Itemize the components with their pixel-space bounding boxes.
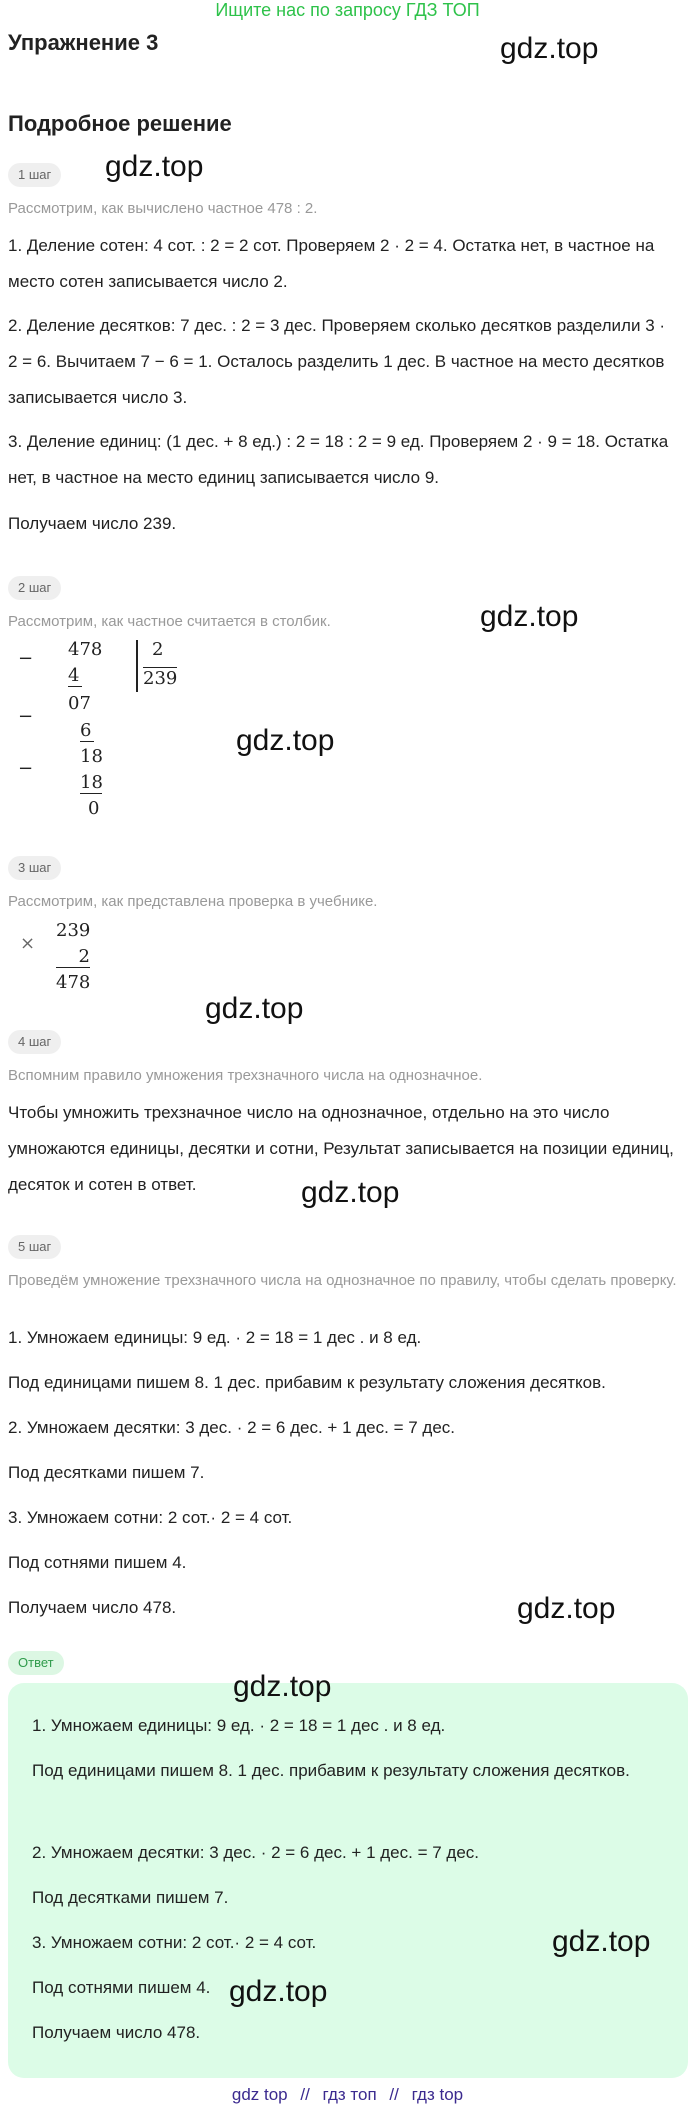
- watermark: gdz.top: [236, 724, 335, 757]
- page-title: Упражнение 3: [8, 30, 159, 55]
- paragraph: 1. Умножаем единицы: 9 ед. · 2 = 18 = 1 дес . и 8 ед.: [8, 1328, 422, 1347]
- dividend: 478: [68, 639, 103, 660]
- step-note: Рассмотрим, как частное считается в столбик.: [8, 613, 331, 630]
- section-title: Подробное решение: [8, 111, 232, 136]
- watermark: gdz.top: [517, 1592, 616, 1625]
- division-bar: [136, 640, 138, 692]
- step-note: Проведём умножение трехзначного числа на однозначное по правилу, чтобы сделать проверку.: [8, 1272, 677, 1289]
- footer-separator: //: [300, 2085, 310, 2104]
- footer-link[interactable]: гдз топ: [322, 2085, 377, 2104]
- paragraph: 3. Умножаем сотни: 2 сот.· 2 = 4 сот.: [8, 1508, 293, 1527]
- paragraph: Получаем число 478.: [8, 1598, 177, 1617]
- top-banner[interactable]: Ищите нас по запросу ГДЗ ТОП: [215, 0, 480, 20]
- step-badge: 2 шаг: [8, 576, 61, 600]
- subtrahend: 4: [68, 665, 82, 687]
- minus-sign: −: [18, 648, 34, 669]
- paragraph: Под десятками пишем 7.: [8, 1463, 205, 1482]
- footer-links: [0, 2085, 695, 2105]
- answer-paragraph: 2. Умножаем десятки: 3 дес. · 2 = 6 дес. + 1 дес. = 7 дес.: [32, 1843, 479, 1862]
- footer-link[interactable]: gdz top: [231, 2085, 288, 2104]
- paragraph: 1. Деление сотен: 4 сот. : 2 = 2 сот. Проверяем 2 · 2 = 4. Остатка нет, в частное на место сотен записывается число 2.: [8, 236, 655, 291]
- footer-link[interactable]: гдз top: [411, 2085, 464, 2104]
- watermark: gdz.top: [301, 1176, 400, 1209]
- answer-paragraph: Под сотнями пишем 4.: [32, 1978, 211, 1997]
- quotient: 239: [143, 668, 178, 689]
- answer-paragraph: Под десятками пишем 7.: [32, 1888, 229, 1907]
- paragraph: Чтобы умножить трехзначное число на однозначное, отдельно на это число умножаются единицы, десятки и сотни, Результат записывается на позиции единиц, десяток и сотен в ответ.: [8, 1103, 674, 1194]
- subtrahend: 6: [80, 720, 94, 742]
- minus-sign: −: [18, 706, 34, 727]
- step-note: Вспомним правило умножения трехзначного числа на однозначное.: [8, 1067, 483, 1084]
- answer-paragraph: Под единицами пишем 8. 1 дес. прибавим к результату сложения десятков.: [32, 1761, 630, 1780]
- watermark: gdz.top: [105, 150, 204, 183]
- watermark: gdz.top: [552, 1925, 651, 1958]
- minus-sign: −: [18, 758, 34, 779]
- paragraph: 3. Деление единиц: (1 дес. + 8 ед.) : 2 = 18 : 2 = 9 ед. Проверяем 2 · 9 = 18. Остатка нет, в частное на место единиц записывается число 9.: [8, 432, 669, 487]
- partial: 18: [80, 746, 103, 767]
- factor: 2: [56, 946, 90, 968]
- paragraph: Получаем число 239.: [8, 514, 177, 533]
- step-badge: 1 шаг: [8, 163, 61, 187]
- divisor: 2: [152, 639, 164, 660]
- answer-paragraph: 3. Умножаем сотни: 2 сот.· 2 = 4 сот.: [32, 1933, 317, 1952]
- factor: 239: [56, 920, 91, 941]
- watermark: gdz.top: [233, 1670, 332, 1703]
- paragraph: Под единицами пишем 8. 1 дес. прибавим к результату сложения десятков.: [8, 1373, 606, 1392]
- subtrahend: 18: [80, 772, 103, 793]
- answer-paragraph: Получаем число 478.: [32, 2023, 201, 2042]
- times-sign: ×: [20, 933, 36, 954]
- answer-paragraph: 1. Умножаем единицы: 9 ед. · 2 = 18 = 1 дес . и 8 ед.: [32, 1716, 446, 1735]
- partial: 07: [68, 693, 91, 714]
- step-badge: 4 шаг: [8, 1030, 61, 1054]
- watermark: gdz.top: [500, 32, 599, 65]
- watermark: gdz.top: [205, 992, 304, 1025]
- answer-badge: Ответ: [8, 1651, 64, 1675]
- footer-separator: //: [389, 2085, 399, 2104]
- paragraph: 2. Деление десятков: 7 дес. : 2 = 3 дес. Проверяем сколько десятков разделили 3 · 2 = 6. Вычитаем 7 − 6 = 1. Осталось разделить 1 дес. В частное на место десятков записывается число 3.: [8, 316, 666, 407]
- watermark: gdz.top: [229, 1975, 328, 2008]
- paragraph: Под сотнями пишем 4.: [8, 1553, 187, 1572]
- remainder: 0: [88, 798, 100, 819]
- step-badge: 5 шаг: [8, 1235, 61, 1259]
- watermark: gdz.top: [480, 600, 579, 633]
- product: 478: [56, 972, 91, 993]
- step-note: Рассмотрим, как вычислено частное 478 : 2.: [8, 200, 318, 217]
- paragraph: 2. Умножаем десятки: 3 дес. · 2 = 6 дес. + 1 дес. = 7 дес.: [8, 1418, 455, 1437]
- step-badge: 3 шаг: [8, 856, 61, 880]
- step-note: Рассмотрим, как представлена проверка в учебнике.: [8, 893, 378, 910]
